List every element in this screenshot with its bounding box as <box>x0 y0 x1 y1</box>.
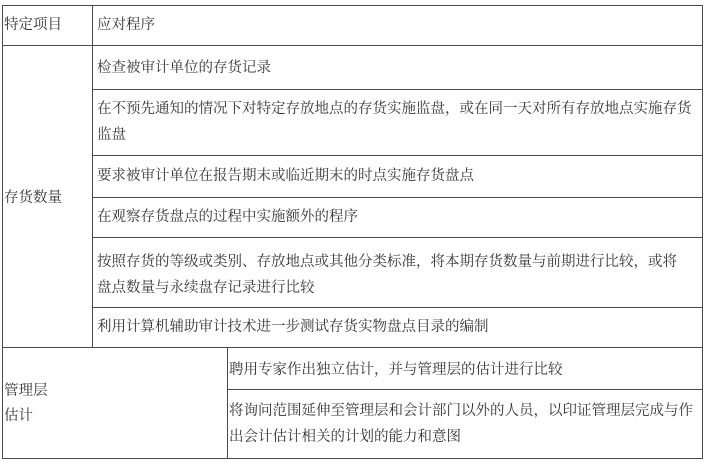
section-label-management-line1: 管理层 <box>4 383 48 399</box>
row-divider <box>92 307 703 308</box>
table-border-right <box>702 5 703 459</box>
procedure-cell: 要求被审计单位在报告期末或临近期末的时点实施存货盘点 <box>97 168 474 184</box>
procedure-cell: 将询问范围延伸至管理层和会计部门以外的人员，以印证管理层完成与作出会计估计相关的计划的能力和意图 <box>229 403 693 445</box>
table-border-bottom <box>2 458 703 459</box>
row-divider <box>92 155 703 156</box>
row-divider <box>227 389 703 390</box>
procedure-cell: 检查被审计单位的存货记录 <box>97 60 271 76</box>
row-divider <box>92 89 703 90</box>
column-divider <box>227 347 228 459</box>
header-divider <box>2 45 703 46</box>
procedure-cell: 在不预先通知的情况下对特定存放地点的存货实施监盘，或在同一天对所有存放地点实施存货监盘 <box>97 101 692 143</box>
row-divider <box>92 237 703 238</box>
row-divider <box>92 197 703 198</box>
table-border-left <box>2 5 3 459</box>
header-procedure: 应对程序 <box>97 17 155 33</box>
procedure-cell: 按照存货的等级或类别、存放地点或其他分类标准，将本期存货数量与前期进行比较，或将盘点数量与永续盘存记录进行比较 <box>97 254 677 296</box>
procedure-cell: 利用计算机辅助审计技术进一步测试存货实物盘点目录的编制 <box>97 319 489 335</box>
section-divider <box>2 347 703 348</box>
procedure-cell: 在观察存货盘点的过程中实施额外的程序 <box>97 209 358 225</box>
column-divider <box>92 5 93 348</box>
table-border-top <box>2 5 703 6</box>
section-label-management-line2: 估计 <box>4 408 33 424</box>
section-label-inventory: 存货数量 <box>4 190 62 206</box>
procedure-cell: 聘用专家作出独立估计，并与管理层的估计进行比较 <box>229 362 563 378</box>
header-special-item: 特定项目 <box>4 17 62 33</box>
